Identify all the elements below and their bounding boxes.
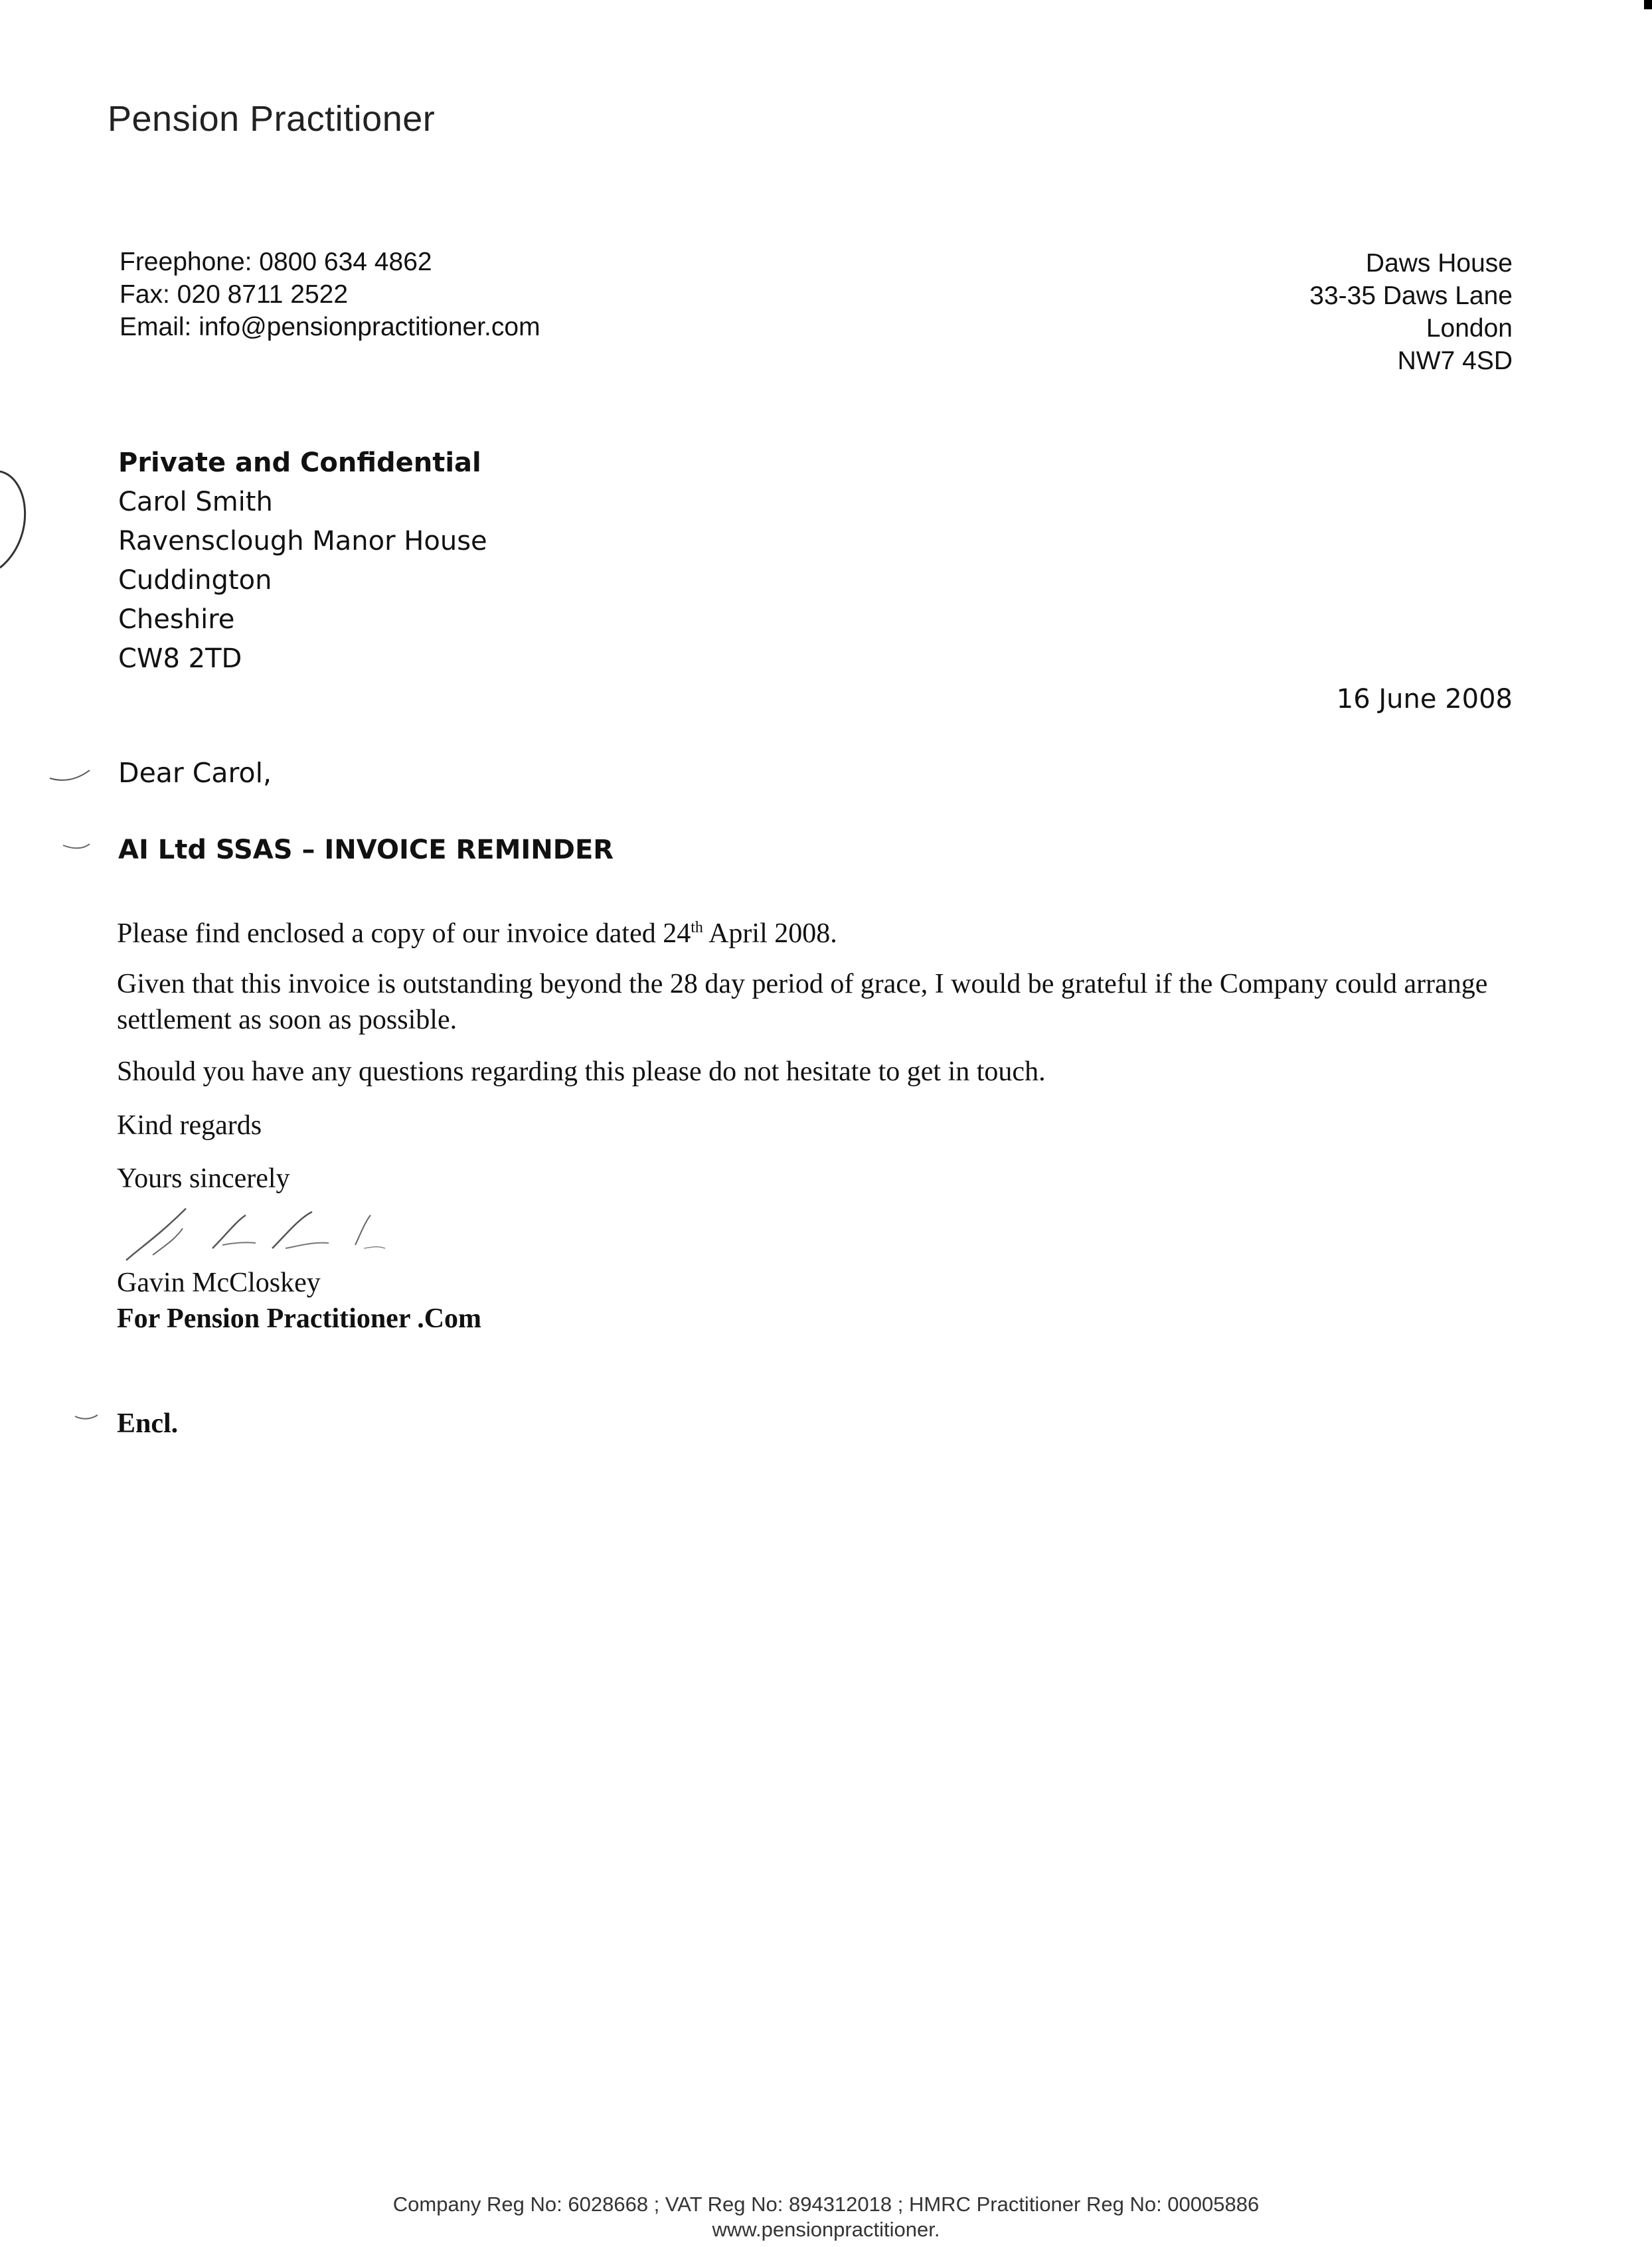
email-line: Email: info@pensionpractitioner.com xyxy=(120,313,540,341)
fax-line: Fax: 020 8711 2522 xyxy=(120,280,349,309)
confidential-label: Private and Confidential xyxy=(118,448,481,478)
closing-kind-regards: Kind regards xyxy=(117,1110,262,1141)
footer-registration: Company Reg No: 6028668 ; VAT Reg No: 894312018 ; HMRC Practitioner Reg No: 00005886 xyxy=(392,2193,1260,2216)
address-line: NW7 4SD xyxy=(1397,347,1513,375)
letter-date: 16 June 2008 xyxy=(1336,684,1513,714)
recipient-line: Cheshire xyxy=(118,604,235,635)
body-paragraph-3: Should you have any questions regarding this please do not hesitate to get in touch. xyxy=(117,1056,1046,1087)
freephone-line: Freephone: 0800 634 4862 xyxy=(120,248,432,276)
ordinal-suffix: th xyxy=(691,919,703,936)
subject-line: AI Ltd SSAS – INVOICE REMINDER xyxy=(118,835,614,865)
recipient-line: Carol Smith xyxy=(118,487,273,517)
corner-mark xyxy=(1644,0,1652,9)
address-line: London xyxy=(1426,314,1513,343)
punch-hole-mark xyxy=(0,465,40,578)
para1-text-end: April 2008. xyxy=(702,918,837,949)
footer-website: www.pensionpractitioner. xyxy=(712,2218,940,2241)
stray-mark xyxy=(60,840,93,853)
body-paragraph-1 xyxy=(117,910,1525,952)
handwritten-signature xyxy=(113,1182,418,1268)
body-paragraph-2: Given that this invoice is outstanding beyond the 28 day period of grace, I would be grateful if the Company could arrange settlement as soon as possible. xyxy=(117,969,1488,1035)
salutation: Dear Carol, xyxy=(118,757,272,789)
recipient-line: CW8 2TD xyxy=(118,643,242,674)
recipient-line: Ravensclough Manor House xyxy=(118,526,487,556)
enclosure-note: Encl. xyxy=(117,1408,179,1439)
recipient-address xyxy=(118,444,487,679)
sender-address xyxy=(1309,247,1513,377)
stray-mark xyxy=(46,764,93,784)
signatory-organisation: For Pension Practitioner .Com xyxy=(117,1303,482,1334)
address-line: Daws House xyxy=(1365,249,1513,278)
closing-yours-sincerely: Yours sincerely xyxy=(117,1163,290,1194)
address-line: 33-35 Daws Lane xyxy=(1309,282,1513,310)
para1-text: Please find enclosed a copy of our invoice dated 24 xyxy=(117,918,691,949)
stray-mark xyxy=(73,1411,100,1424)
recipient-line: Cuddington xyxy=(118,565,272,596)
company-name: Pension Practitioner xyxy=(108,99,436,139)
contact-block xyxy=(120,246,540,343)
signatory-name: Gavin McCloskey xyxy=(117,1268,321,1298)
